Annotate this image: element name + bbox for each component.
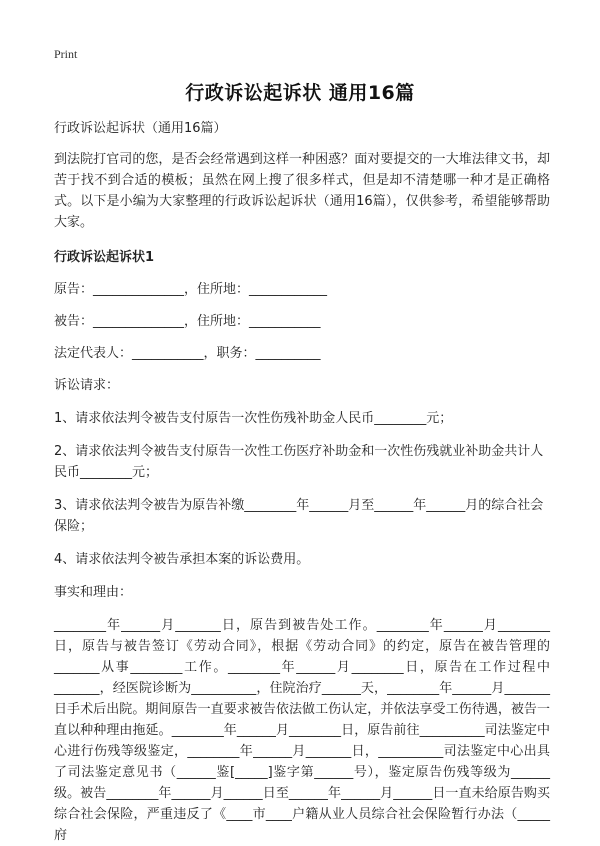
defendant-line: 被告：______________，住所地：___________ <box>54 314 321 329</box>
section-heading: 行政诉讼起诉状1 <box>54 250 155 265</box>
claim-item: 4、请求依法判令被告承担本案的诉讼费用。 <box>54 552 310 567</box>
facts-paragraph: ________年______月_______日，原告到被告处工作。________年______月________日，原告与被告签订《劳动合同》，根据《劳动合同》的约定，原告在被告管理的_______从事________工作。________年______月________日，原告在工作过程中_______，经医院诊断为__________，住院治疗______天，________年______月_______日手术后出院。期间原告一直要求被告依法做工伤认定，并依法享受工伤待遇，被告一直以种种理由拖延。________年______月________日，原告前往__________司法鉴定中心进行伤残等级鉴定，________年______月_______日，__________司法鉴定中心出具了司法鉴定意见书（______鉴[_____]鉴字第______号），鉴定原告伤残等级为______级。被告________年______月______日至______年______月______日一直未给原告购买综合社会保险，严重违反了《____市____户籍从业人员综合社会保险暂行办法（_____府 <box>54 618 550 843</box>
plaintiff-line: 原告：______________，住所地：____________ <box>54 282 328 297</box>
claim-item: 1、请求依法判令被告支付原告一次性伤残补助金人民币________元； <box>54 411 453 426</box>
document-subtitle: 行政诉讼起诉状（通用16篇） <box>54 121 227 136</box>
intro-paragraph: 到法院打官司的您，是否会经常遇到这样一种困惑？面对要提交的一大堆法律文书，却苦于找不到合适的模板；虽然在网上搜了很多样式，但是却不清楚哪一种才是正确格式。以下是小编为大家整理的行政诉讼起诉状（通用16篇），仅供参考，希望能够帮助大家。 <box>54 152 550 230</box>
print-label: Print <box>54 47 78 61</box>
facts-heading: 事实和理由： <box>54 585 133 600</box>
claim-item: 2、请求依法判令被告支付原告一次性工伤医疗补助金和一次性伤残就业补助金共计人民币________元； <box>54 444 544 480</box>
claim-item: 3、请求依法判令被告为原告补缴________年______月至______年______月的综合社会保险； <box>54 498 544 534</box>
document-title: 行政诉讼起诉状 通用16篇 <box>185 82 415 104</box>
document-body <box>54 112 550 846</box>
claims-heading: 诉讼请求： <box>54 378 120 393</box>
legal-rep-line: 法定代表人：___________，职务：__________ <box>54 346 321 361</box>
